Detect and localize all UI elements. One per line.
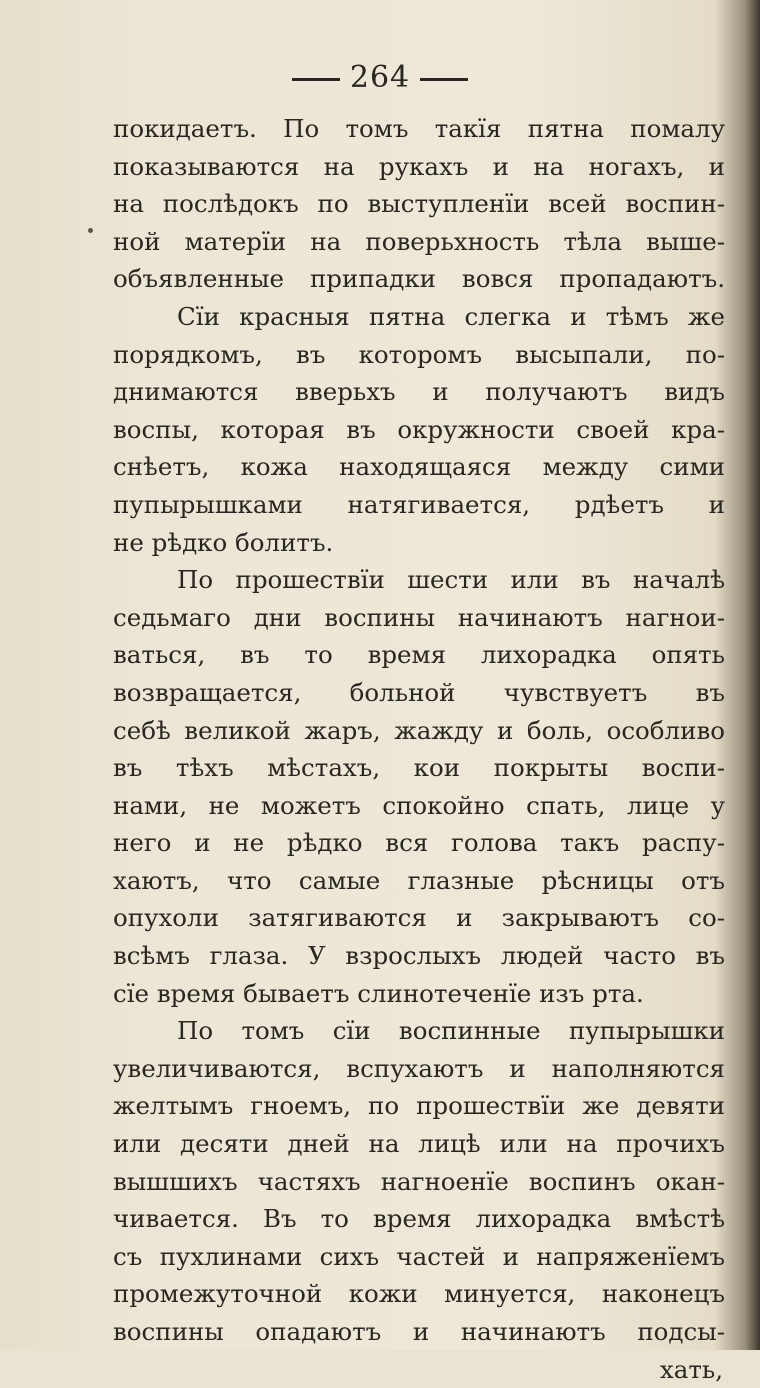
text-line: воспины опадаютъ и начинаютъ подсы- bbox=[113, 1317, 725, 1346]
text-line: желтымъ гноемъ, по прошествїи же девяти bbox=[113, 1091, 725, 1121]
text-line: показываются на рукахъ и на ногахъ, и bbox=[113, 151, 725, 181]
text-line: покидаетъ. По томъ такїя пятна помалу bbox=[113, 114, 725, 143]
paragraph-end-line: сїе время бываетъ слинотеченїе изъ рта. bbox=[113, 978, 644, 1008]
page-number: 264 bbox=[349, 60, 411, 95]
header-dash-right bbox=[420, 78, 468, 81]
paragraph-end-line: не рѣдко болитъ. bbox=[113, 527, 334, 557]
text-line: на послѣдокъ по выступленїи всей воспин- bbox=[113, 189, 725, 219]
margin-mark bbox=[88, 228, 93, 233]
text-line: седьмаго дни воспины начинаютъ нагнои- bbox=[113, 602, 725, 632]
catchword: хать, bbox=[659, 1354, 723, 1384]
text-line: нами, не можетъ спокойно спать, лице у bbox=[113, 790, 725, 820]
text-line: него и не рѣдко вся голова такъ распу- bbox=[113, 828, 725, 858]
text-line: снѣетъ, кожа находящаяся между сими bbox=[113, 452, 725, 482]
text-line: порядкомъ, въ которомъ высыпали, по- bbox=[113, 339, 725, 369]
header-dash-left bbox=[292, 78, 340, 81]
text-line: объявленные припадки вовся пропадаютъ. bbox=[113, 264, 725, 294]
text-line: промежуточной кожи минуется, наконецъ bbox=[113, 1279, 725, 1309]
text-line: съ пухлинами сихъ частей и напряженїемъ bbox=[113, 1241, 725, 1271]
text-line: всѣмъ глаза. У взрослыхъ людей часто въ bbox=[113, 941, 725, 971]
paragraph-start-line: Сїи красныя пятна слегка и тѣмъ же bbox=[177, 301, 725, 331]
text-line: увеличиваются, вспухаютъ и наполняются bbox=[113, 1053, 725, 1083]
text-line: чивается. Въ то время лихорадка вмѣстѣ bbox=[113, 1204, 725, 1234]
text-line: себѣ великой жаръ, жажду и боль, особливо bbox=[113, 715, 725, 745]
text-line: или десяти дней на лицѣ или на прочихъ bbox=[113, 1129, 725, 1159]
text-line: ной матерїи на поверьхность тѣла выше- bbox=[113, 226, 725, 256]
text-line: хаютъ, что самые глазные рѣсницы отъ bbox=[113, 865, 725, 895]
text-line: воспы, которая въ окружности своей кра- bbox=[113, 414, 725, 444]
text-line: днимаются вверьхъ и получаютъ видъ bbox=[113, 377, 725, 407]
body-text bbox=[113, 110, 725, 1388]
paragraph-start-line: По прошествїи шести или въ началѣ bbox=[177, 565, 725, 595]
text-line: ваться, въ то время лихорадка опять bbox=[113, 640, 725, 670]
text-line: опухоли затягиваются и закрываютъ со- bbox=[113, 903, 725, 933]
text-line: возвращается, больной чувствуетъ въ bbox=[113, 677, 725, 707]
paragraph-start-line: По томъ сїи воспинные пупырышки bbox=[177, 1016, 725, 1046]
text-line: въ тѣхъ мѣстахъ, кои покрыты воспи- bbox=[113, 753, 725, 783]
text-line: пупырышками натягивается, рдѣетъ и bbox=[113, 489, 725, 519]
text-line: вышшихъ частяхъ нагноенїе воспинъ окан- bbox=[113, 1166, 725, 1196]
page-header bbox=[0, 60, 760, 95]
